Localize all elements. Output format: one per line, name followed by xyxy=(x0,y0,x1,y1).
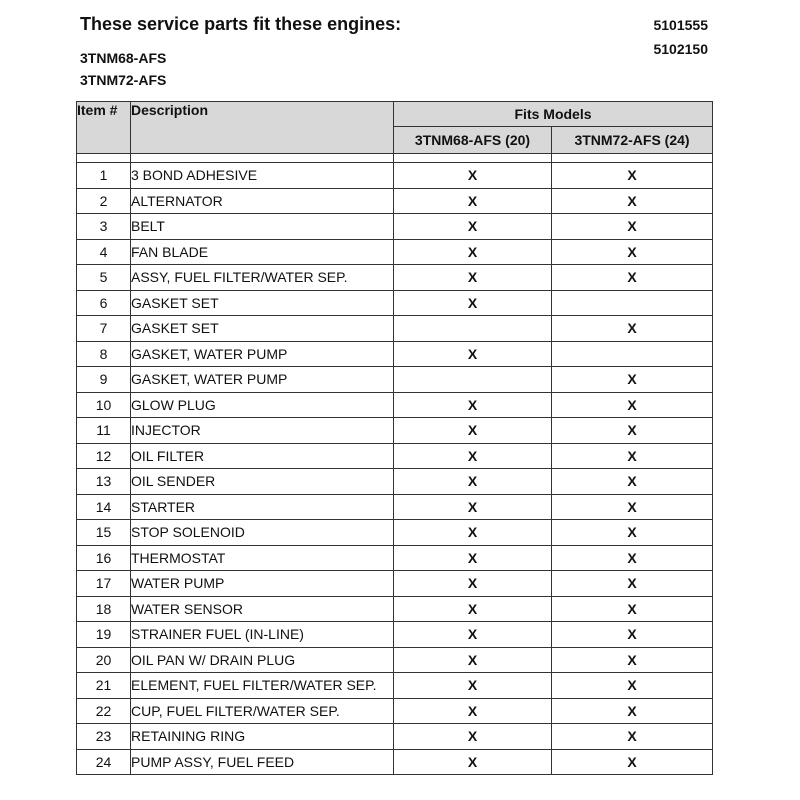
item-number-cell: 3 xyxy=(77,214,131,240)
table-row xyxy=(77,673,713,699)
item-number-cell: 7 xyxy=(77,316,131,342)
fits-model-2-cell: X xyxy=(552,494,713,520)
table-row xyxy=(77,443,713,469)
table-row xyxy=(77,163,713,189)
fits-model-1-cell: X xyxy=(394,571,552,597)
table-row xyxy=(77,724,713,750)
fits-model-1-cell: X xyxy=(394,290,552,316)
fits-model-2-cell: X xyxy=(552,545,713,571)
fits-model-1-cell: X xyxy=(394,392,552,418)
fits-model-1-cell: X xyxy=(394,647,552,673)
fits-model-1-cell: X xyxy=(394,494,552,520)
fits-model-1-cell: X xyxy=(394,265,552,291)
column-header-model-1: 3TNM68-AFS (20) xyxy=(394,127,552,154)
fits-model-2-cell: X xyxy=(552,265,713,291)
fits-model-2-cell: X xyxy=(552,188,713,214)
parts-table xyxy=(76,101,713,775)
fits-model-2-cell xyxy=(552,290,713,316)
fits-model-1-cell: X xyxy=(394,239,552,265)
fits-model-2-cell: X xyxy=(552,316,713,342)
item-number-cell: 16 xyxy=(77,545,131,571)
description-cell: OIL SENDER xyxy=(131,469,394,495)
fits-model-1-cell: X xyxy=(394,622,552,648)
fits-model-2-cell xyxy=(552,341,713,367)
table-row xyxy=(77,647,713,673)
fits-model-1-cell: X xyxy=(394,698,552,724)
item-number-cell: 8 xyxy=(77,341,131,367)
fits-model-2-cell: X xyxy=(552,520,713,546)
fits-model-1-cell: X xyxy=(394,749,552,775)
item-number-cell: 14 xyxy=(77,494,131,520)
description-cell: ALTERNATOR xyxy=(131,188,394,214)
item-number-cell: 22 xyxy=(77,698,131,724)
fits-model-1-cell: X xyxy=(394,188,552,214)
fits-model-1-cell: X xyxy=(394,443,552,469)
spacer-cell xyxy=(77,154,131,163)
table-row xyxy=(77,239,713,265)
description-cell: FAN BLADE xyxy=(131,239,394,265)
table-row xyxy=(77,469,713,495)
table-row xyxy=(77,545,713,571)
fits-model-1-cell: X xyxy=(394,545,552,571)
item-number-cell: 21 xyxy=(77,673,131,699)
item-number-cell: 17 xyxy=(77,571,131,597)
description-cell: CUP, FUEL FILTER/WATER SEP. xyxy=(131,698,394,724)
fits-model-1-cell: X xyxy=(394,520,552,546)
fits-model-2-cell: X xyxy=(552,749,713,775)
description-cell: ASSY, FUEL FILTER/WATER SEP. xyxy=(131,265,394,291)
fits-model-1-cell: X xyxy=(394,418,552,444)
fits-model-1-cell: X xyxy=(394,673,552,699)
description-cell: 3 BOND ADHESIVE xyxy=(131,163,394,189)
item-number-cell: 18 xyxy=(77,596,131,622)
column-header-description: Description xyxy=(131,102,394,154)
item-number-cell: 23 xyxy=(77,724,131,750)
fits-model-2-cell: X xyxy=(552,571,713,597)
fits-model-1-cell: X xyxy=(394,214,552,240)
table-row xyxy=(77,571,713,597)
item-number-cell: 20 xyxy=(77,647,131,673)
description-cell: RETAINING RING xyxy=(131,724,394,750)
description-cell: WATER PUMP xyxy=(131,571,394,597)
description-cell: STOP SOLENOID xyxy=(131,520,394,546)
fits-model-2-cell: X xyxy=(552,163,713,189)
table-row xyxy=(77,596,713,622)
fits-model-2-cell: X xyxy=(552,596,713,622)
table-row xyxy=(77,392,713,418)
fits-model-2-cell: X xyxy=(552,673,713,699)
fits-model-2-cell: X xyxy=(552,214,713,240)
table-row xyxy=(77,698,713,724)
part-number-2: 5102150 xyxy=(653,41,708,57)
item-number-cell: 24 xyxy=(77,749,131,775)
column-header-model-2: 3TNM72-AFS (24) xyxy=(552,127,713,154)
description-cell: OIL FILTER xyxy=(131,443,394,469)
table-row xyxy=(77,494,713,520)
item-number-cell: 19 xyxy=(77,622,131,648)
engine-model-1: 3TNM68-AFS xyxy=(80,50,167,66)
column-header-fits-models: Fits Models xyxy=(394,102,713,127)
table-row xyxy=(77,188,713,214)
table-row xyxy=(77,265,713,291)
engine-model-2: 3TNM72-AFS xyxy=(80,72,167,88)
description-cell: WATER SENSOR xyxy=(131,596,394,622)
fits-model-2-cell: X xyxy=(552,367,713,393)
item-number-cell: 6 xyxy=(77,290,131,316)
fits-model-1-cell xyxy=(394,367,552,393)
fits-model-2-cell: X xyxy=(552,418,713,444)
fits-model-1-cell: X xyxy=(394,469,552,495)
spacer-cell xyxy=(394,154,552,163)
table-row xyxy=(77,341,713,367)
table-row xyxy=(77,749,713,775)
description-cell: ELEMENT, FUEL FILTER/WATER SEP. xyxy=(131,673,394,699)
column-header-item: Item # xyxy=(77,102,131,154)
fits-model-2-cell: X xyxy=(552,239,713,265)
item-number-cell: 15 xyxy=(77,520,131,546)
table-row xyxy=(77,520,713,546)
description-cell: STRAINER FUEL (IN-LINE) xyxy=(131,622,394,648)
description-cell: BELT xyxy=(131,214,394,240)
description-cell: STARTER xyxy=(131,494,394,520)
description-cell: GASKET SET xyxy=(131,290,394,316)
fits-model-2-cell: X xyxy=(552,392,713,418)
fits-model-2-cell: X xyxy=(552,469,713,495)
item-number-cell: 9 xyxy=(77,367,131,393)
description-cell: THERMOSTAT xyxy=(131,545,394,571)
spacer-cell xyxy=(552,154,713,163)
fits-model-1-cell: X xyxy=(394,724,552,750)
item-number-cell: 11 xyxy=(77,418,131,444)
fits-model-1-cell: X xyxy=(394,341,552,367)
description-cell: GASKET SET xyxy=(131,316,394,342)
spacer-row xyxy=(77,154,713,163)
table-row xyxy=(77,214,713,240)
table-row xyxy=(77,290,713,316)
fits-model-1-cell xyxy=(394,316,552,342)
description-cell: PUMP ASSY, FUEL FEED xyxy=(131,749,394,775)
fits-model-2-cell: X xyxy=(552,698,713,724)
part-number-1: 5101555 xyxy=(653,17,708,33)
description-cell: OIL PAN W/ DRAIN PLUG xyxy=(131,647,394,673)
item-number-cell: 10 xyxy=(77,392,131,418)
item-number-cell: 5 xyxy=(77,265,131,291)
table-row xyxy=(77,622,713,648)
item-number-cell: 2 xyxy=(77,188,131,214)
fits-model-2-cell: X xyxy=(552,724,713,750)
description-cell: INJECTOR xyxy=(131,418,394,444)
page-title: These service parts fit these engines: xyxy=(80,14,402,34)
item-number-cell: 1 xyxy=(77,163,131,189)
fits-model-2-cell: X xyxy=(552,622,713,648)
item-number-cell: 13 xyxy=(77,469,131,495)
table-header-row xyxy=(77,102,713,127)
item-number-cell: 4 xyxy=(77,239,131,265)
spacer-cell xyxy=(131,154,394,163)
description-cell: GLOW PLUG xyxy=(131,392,394,418)
fits-model-1-cell: X xyxy=(394,596,552,622)
item-number-cell: 12 xyxy=(77,443,131,469)
description-cell: GASKET, WATER PUMP xyxy=(131,341,394,367)
fits-model-2-cell: X xyxy=(552,647,713,673)
fits-model-1-cell: X xyxy=(394,163,552,189)
table-row xyxy=(77,418,713,444)
table-row xyxy=(77,316,713,342)
description-cell: GASKET, WATER PUMP xyxy=(131,367,394,393)
table-row xyxy=(77,367,713,393)
fits-model-2-cell: X xyxy=(552,443,713,469)
